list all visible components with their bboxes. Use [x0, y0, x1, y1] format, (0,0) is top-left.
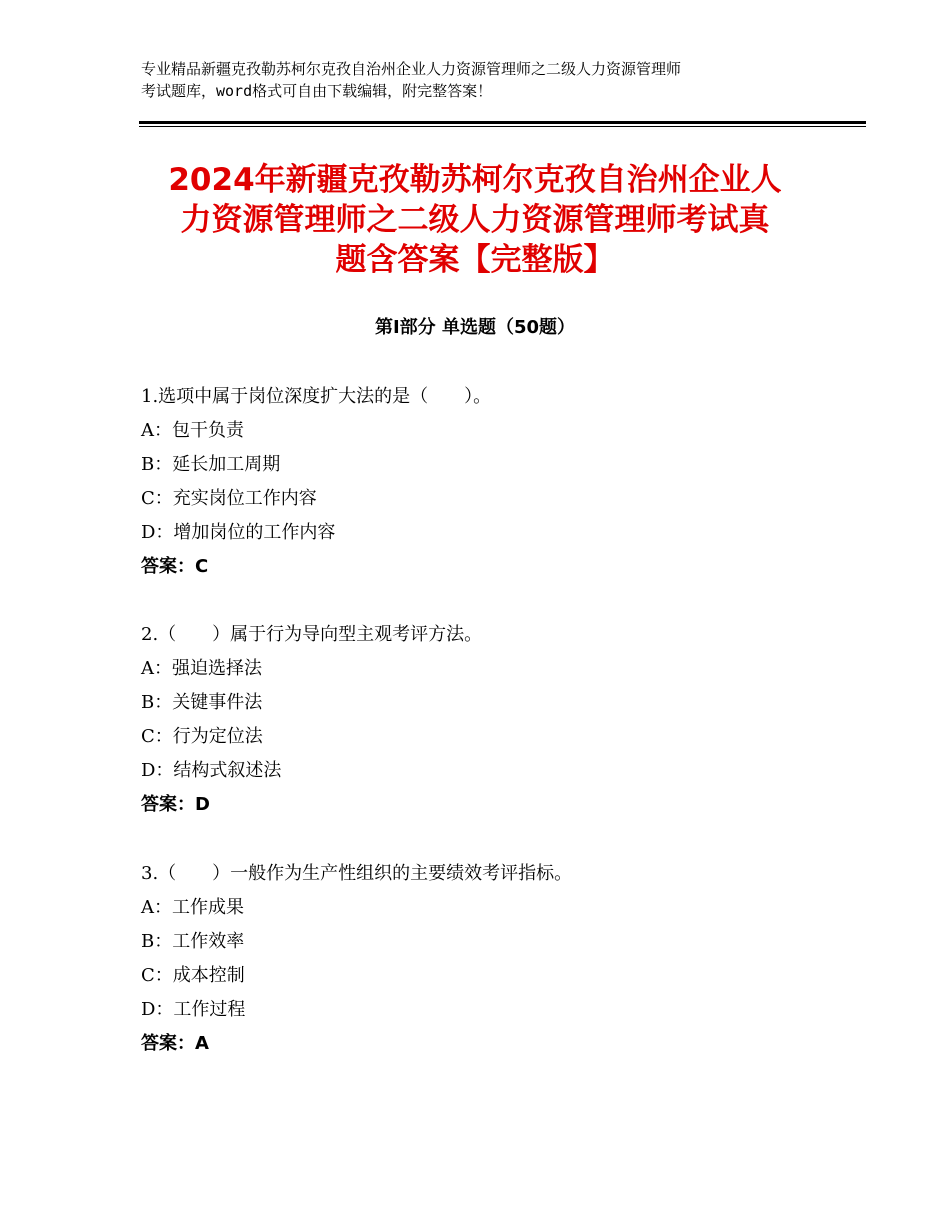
option-d: D：工作过程 [141, 999, 246, 1020]
option-b: B：工作效率 [141, 931, 245, 952]
option-a: A：强迫选择法 [141, 658, 262, 679]
option-b: B：延长加工周期 [141, 454, 281, 475]
option-c: C：充实岗位工作内容 [141, 488, 317, 509]
header-divider-thick [139, 121, 866, 124]
title-line-1: 2024年新疆克孜勒苏柯尔克孜自治州企业人 [168, 162, 782, 198]
option-c: C：行为定位法 [141, 726, 263, 747]
question-3 [141, 857, 841, 1061]
header-note-line-1: 专业精品新疆克孜勒苏柯尔克孜自治州企业人力资源管理师之二级人力资源管理师 [141, 60, 682, 78]
title-line-3: 题含答案【完整版】 [335, 242, 615, 278]
option-c: C：成本控制 [141, 965, 245, 986]
answer-label: 答案：D [141, 794, 210, 815]
header-note-line-2: 考试题库，word格式可自由下载编辑，附完整答案！ [141, 82, 493, 100]
answer-label: 答案：A [141, 1033, 209, 1054]
document-header-note [141, 58, 831, 102]
question-2 [141, 618, 841, 822]
answer-label: 答案：C [141, 556, 209, 577]
question-stem: 1.选项中属于岗位深度扩大法的是（ ）。 [141, 386, 492, 407]
question-stem: 2.（ ）属于行为导向型主观考评方法。 [141, 624, 483, 645]
title-line-2: 力资源管理师之二级人力资源管理师考试真 [180, 202, 770, 238]
option-a: A：工作成果 [141, 897, 244, 918]
option-d: D：结构式叙述法 [141, 760, 282, 781]
question-1 [141, 380, 841, 584]
question-stem: 3.（ ）一般作为生产性组织的主要绩效考评指标。 [141, 863, 573, 884]
option-d: D：增加岗位的工作内容 [141, 522, 336, 543]
header-divider-thin [139, 126, 866, 127]
section-title: 第Ⅰ部分 单选题（50题） [374, 317, 575, 338]
document-title [130, 160, 820, 280]
option-b: B：关键事件法 [141, 692, 263, 713]
option-a: A：包干负责 [141, 420, 244, 441]
